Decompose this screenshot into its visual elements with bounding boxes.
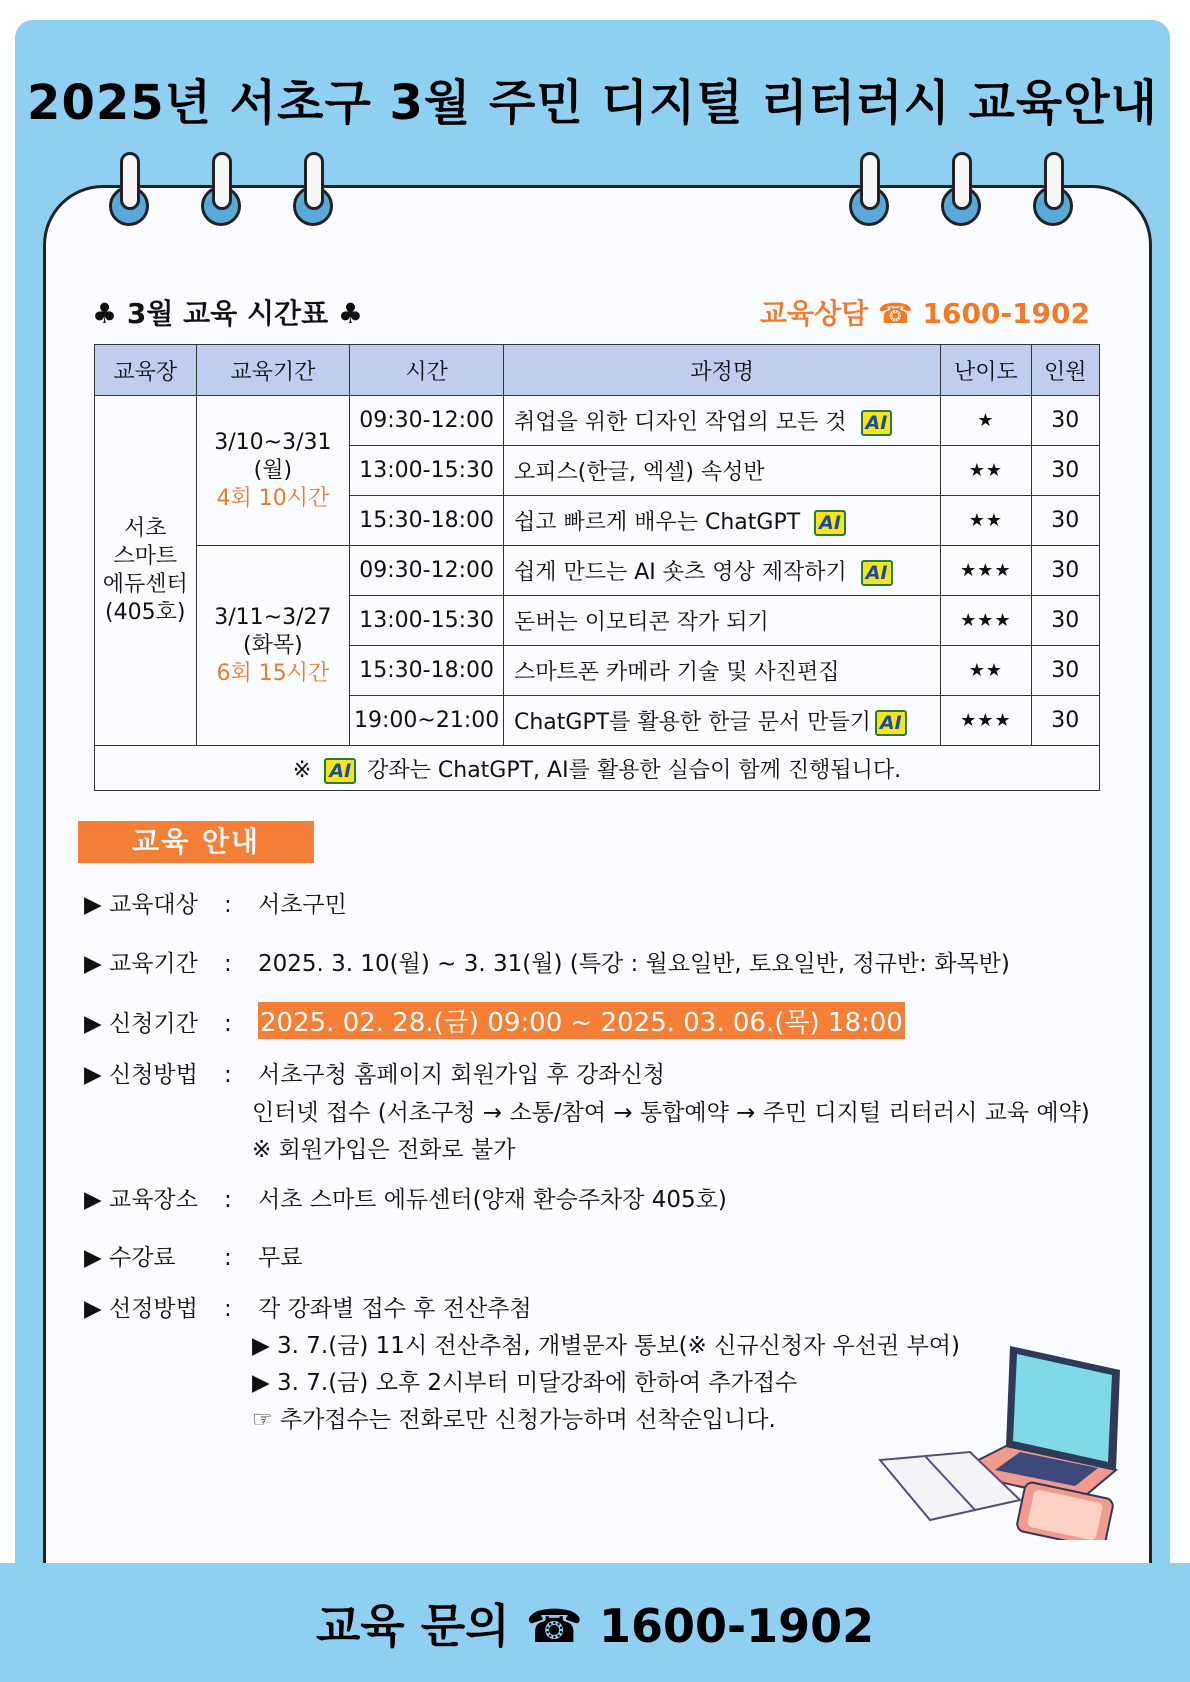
table-header-row xyxy=(95,345,1100,396)
spiral-ring-icon xyxy=(1044,152,1064,214)
course-name: 쉽고 빠르게 배우는 ChatGPT xyxy=(514,510,801,535)
info-label: ▶ 교육장소 xyxy=(84,1187,198,1213)
note-prefix: ※ xyxy=(292,757,312,783)
course-cell xyxy=(504,446,941,496)
venue-line: 스마트 xyxy=(113,543,178,569)
course-cell xyxy=(504,546,941,596)
info-apply-period xyxy=(84,1002,905,1039)
col-header-level: 난이도 xyxy=(941,345,1031,396)
course-cell xyxy=(504,696,941,746)
ai-badge-icon: AI xyxy=(875,710,907,736)
col-header-venue: 교육장 xyxy=(95,345,197,396)
consult-phone: 교육상담 ☎ 1600-1902 xyxy=(759,297,1090,330)
time-cell: 09:30-12:00 xyxy=(350,396,504,446)
period-cell xyxy=(196,546,350,746)
spiral-ring-icon xyxy=(952,152,972,214)
period-days: (월) xyxy=(253,457,293,483)
info-label: ▶ 교육대상 xyxy=(84,892,198,918)
spiral-ring-icon xyxy=(212,152,232,214)
venue-line: 서초 xyxy=(123,515,167,541)
info-target xyxy=(84,886,347,919)
course-cell xyxy=(504,596,941,646)
info-colon: : xyxy=(224,1245,232,1271)
time-cell: 13:00-15:30 xyxy=(350,446,504,496)
table-row xyxy=(95,546,1100,596)
period-days: (화목) xyxy=(243,632,303,658)
venue-line: (405호) xyxy=(105,599,186,625)
footer-contact: 교육 문의 ☎ 1600-1902 xyxy=(315,1599,875,1653)
info-select xyxy=(84,1290,532,1323)
method-line: ※ 회원가입은 전화로 불가 xyxy=(252,1137,516,1163)
info-value: 서초 스마트 에듀센터(양재 환승주차장 405호) xyxy=(258,1187,727,1213)
info-colon: : xyxy=(224,1296,232,1322)
info-colon: : xyxy=(224,1011,232,1037)
info-label: ▶ 신청방법 xyxy=(84,1062,198,1088)
level-cell: ★★★ xyxy=(941,546,1031,596)
period-count: 4회 10시간 xyxy=(216,485,330,511)
info-label: ▶ 교육기간 xyxy=(84,951,198,977)
period-count: 6회 15시간 xyxy=(216,660,330,686)
info-value: 서초구청 홈페이지 회원가입 후 강좌신청 xyxy=(258,1062,665,1088)
note-cell xyxy=(95,746,1100,791)
level-cell: ★ xyxy=(941,396,1031,446)
info-label: ▶ 신청기간 xyxy=(84,1011,198,1037)
col-header-period: 교육기간 xyxy=(196,345,350,396)
venue-line: 에듀센터 xyxy=(102,571,188,597)
ai-badge-icon: AI xyxy=(861,560,893,586)
info-section-tag: 교육 안내 xyxy=(78,821,314,863)
schedule-table xyxy=(94,344,1100,791)
period-dates: 3/11~3/27 xyxy=(214,604,332,630)
time-cell: 15:30-18:00 xyxy=(350,646,504,696)
select-line: ▶ 3. 7.(금) 오후 2시부터 미달강좌에 한하여 추가접수 xyxy=(252,1370,798,1396)
select-line: ▶ 3. 7.(금) 11시 전산추첨, 개별문자 통보(※ 신규신청자 우선권 부여) xyxy=(252,1333,960,1359)
ai-badge-icon: AI xyxy=(324,758,356,784)
col-header-time: 시간 xyxy=(350,345,504,396)
table-row xyxy=(95,396,1100,446)
col-header-people: 인원 xyxy=(1031,345,1099,396)
time-cell: 09:30-12:00 xyxy=(350,546,504,596)
info-fee xyxy=(84,1239,302,1272)
spiral-ring-icon xyxy=(860,152,880,214)
people-cell: 30 xyxy=(1031,596,1099,646)
note-text: 강좌는 ChatGPT, AI를 활용한 실습이 함께 진행됩니다. xyxy=(367,757,902,783)
level-cell: ★★★ xyxy=(941,696,1031,746)
info-colon: : xyxy=(224,892,232,918)
course-name: 오피스(한글, 엑셀) 속성반 xyxy=(514,460,765,485)
info-colon: : xyxy=(224,1062,232,1088)
laptop-illustration-icon xyxy=(870,1340,1130,1540)
course-cell xyxy=(504,396,941,446)
people-cell: 30 xyxy=(1031,646,1099,696)
ai-badge-icon: AI xyxy=(861,410,893,436)
period-cell xyxy=(196,396,350,546)
course-name: 스마트폰 카메라 기술 및 사진편집 xyxy=(514,660,840,685)
spiral-ring-icon xyxy=(120,152,140,214)
info-period xyxy=(84,945,1010,978)
info-value: 각 강좌별 접수 후 전산추첨 xyxy=(258,1296,532,1322)
info-method xyxy=(84,1056,665,1089)
period-dates: 3/10~3/31 xyxy=(214,429,332,455)
people-cell: 30 xyxy=(1031,546,1099,596)
info-label: ▶ 수강료 xyxy=(84,1245,176,1271)
select-line: ☞ 추가접수는 전화로만 신청가능하며 선착순입니다. xyxy=(252,1407,776,1433)
info-value: 서초구민 xyxy=(258,892,347,918)
course-name: 쉽게 만드는 AI 숏츠 영상 제작하기 xyxy=(514,560,847,585)
method-line: 인터넷 접수 (서초구청 → 소통/참여 → 통합예약 → 주민 디지털 리터러시 교육 예약) xyxy=(252,1100,1090,1126)
people-cell: 30 xyxy=(1031,696,1099,746)
course-name: ChatGPT를 활용한 한글 문서 만들기 xyxy=(514,710,871,735)
course-name: 취업을 위한 디자인 작업의 모든 것 xyxy=(514,410,847,435)
course-cell xyxy=(504,646,941,696)
level-cell: ★★★ xyxy=(941,596,1031,646)
info-colon: : xyxy=(224,951,232,977)
info-label: ▶ 선정방법 xyxy=(84,1296,198,1322)
venue-cell xyxy=(95,396,197,746)
level-cell: ★★ xyxy=(941,496,1031,546)
course-name: 돈버는 이모티콘 작가 되기 xyxy=(514,610,769,635)
level-cell: ★★ xyxy=(941,446,1031,496)
schedule-heading: ♣ 3월 교육 시간표 ♣ xyxy=(92,297,363,330)
info-place xyxy=(84,1181,727,1214)
info-value: 무료 xyxy=(258,1245,303,1271)
spiral-ring-icon xyxy=(304,152,324,214)
level-cell: ★★ xyxy=(941,646,1031,696)
table-note-row xyxy=(95,746,1100,791)
time-cell: 19:00~21:00 xyxy=(350,696,504,746)
course-cell xyxy=(504,496,941,546)
people-cell: 30 xyxy=(1031,446,1099,496)
info-colon: : xyxy=(224,1187,232,1213)
people-cell: 30 xyxy=(1031,396,1099,446)
people-cell: 30 xyxy=(1031,496,1099,546)
time-cell: 15:30-18:00 xyxy=(350,496,504,546)
apply-period-highlight: 2025. 02. 28.(금) 09:00 ~ 2025. 03. 06.(목) 18:00 xyxy=(258,1002,905,1039)
info-value: 2025. 3. 10(월) ~ 3. 31(월) (특강 : 월요일반, 토요일반, 정규반: 화목반) xyxy=(258,951,1010,977)
page-title: 2025년 서초구 3월 주민 디지털 리터러시 교육안내 xyxy=(27,75,1158,131)
time-cell: 13:00-15:30 xyxy=(350,596,504,646)
ai-badge-icon: AI xyxy=(814,510,846,536)
col-header-course: 과정명 xyxy=(504,345,941,396)
